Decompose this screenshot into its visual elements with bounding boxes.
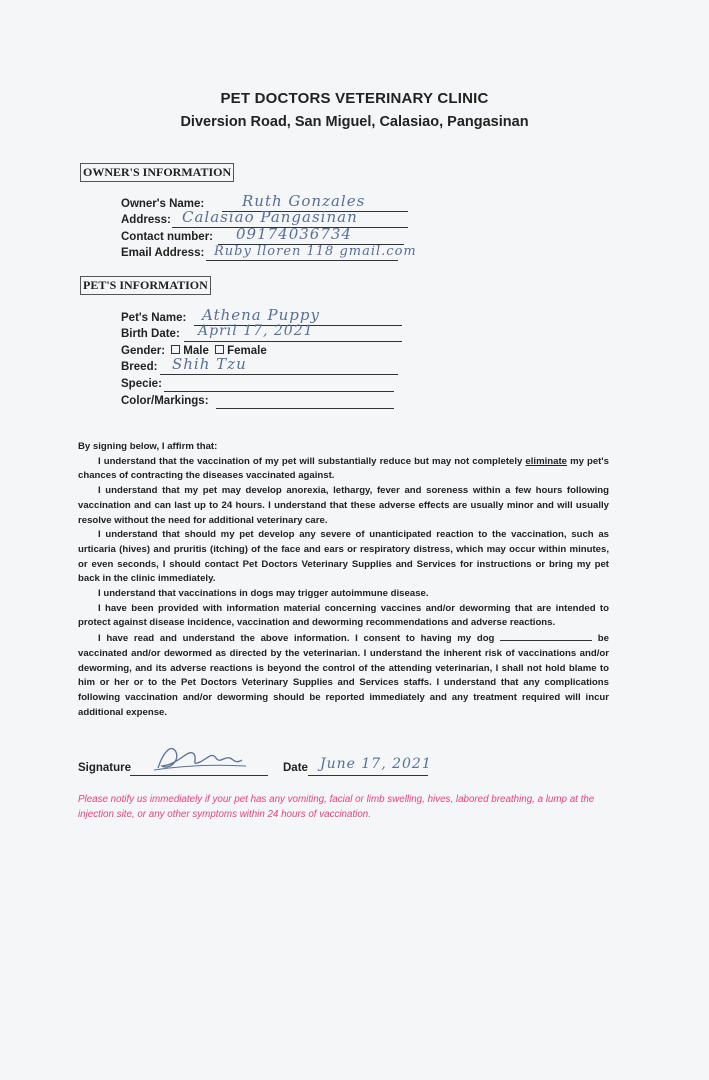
consent-text (78, 440, 609, 720)
owner-name-value: Ruth Gonzales (242, 192, 366, 210)
dog-name-blank[interactable] (500, 631, 592, 641)
address-label: Address: (121, 214, 171, 226)
consent-p6-end: be vaccinated and/or dewormed as directed by the veterinarian. I understand the inherent risk of vaccinations and/or deworming, and its adverse reactions is beyond the control of the attending veterinarian, I shall not hold blame to him or her or to the Pet Doctors Veterinary Supplies and Services staffs. I understand that any complications following vaccination and/or deworming should be reported immediately and any treatment required will incur additional expense. (78, 633, 609, 718)
consent-p1-underlined: eliminate (525, 455, 568, 467)
consent-p6-start: I have read and understand the above information. I consent to having my dog (98, 633, 501, 645)
consent-intro: By signing below, I affirm that: (78, 441, 218, 452)
email-label: Email Address: (121, 247, 205, 259)
specie-label: Specie: (121, 378, 162, 390)
email-value: Ruby lloren 118 gmail.com (214, 244, 417, 259)
date-value: June 17, 2021 (320, 756, 432, 772)
address-value: Calasiao Pangasinan (182, 208, 358, 226)
consent-paragraph-4: I understand that vaccinations in dogs may trigger autoimmune disease. (98, 588, 429, 600)
pet-name-label: Pet's Name: (121, 312, 187, 324)
consent-paragraph-3: I understand that should my pet develop any severe of unanticipated reaction to the vaccination, such as urticaria (hives) and pruritis (itching) of the face and ears or respiratory distress, which may occur within minutes, or even seconds, I should contact Pet Doctors Veterinary Supplies and Services for instructions or bring my pet back in the clinic immediately. (78, 529, 609, 585)
signature-scribble (150, 740, 250, 776)
clinic-address: Diversion Road, San Miguel, Calasiao, Pangasinan (180, 114, 529, 130)
specie-line (164, 377, 394, 392)
pet-section-title: PET'S INFORMATION (80, 276, 211, 295)
consent-p1-start: I understand that the vaccination of my pet will substantially reduce but may not completely (98, 455, 526, 467)
color-markings-label: Color/Markings: (121, 395, 209, 407)
male-checkbox[interactable] (171, 345, 180, 354)
owner-section-title: OWNER'S INFORMATION (80, 163, 234, 182)
consent-paragraph-6 (78, 631, 609, 720)
consent-paragraph-1 (78, 455, 609, 484)
consent-p1-end: my pet's chances of contracting the diseases vaccinated against. (78, 455, 609, 482)
clinic-name: PET DOCTORS VETERINARY CLINIC (220, 90, 489, 107)
color-markings-line (216, 394, 394, 409)
date-label: Date (283, 762, 308, 774)
female-checkbox[interactable] (215, 345, 224, 354)
consent-paragraph-2: I understand that my pet may develop anorexia, lethargy, fever and soreness within a few hours following vaccination and can last up to 24 hours. I understand that these adverse effects are usually minor and will usually resolve without the need for additional veterinary care. (78, 485, 609, 526)
breed-label: Breed: (121, 361, 158, 373)
pet-name-value: Athena Puppy (202, 306, 320, 324)
vaccination-notice: Please notify us immediately if your pet has any vomiting, facial or limb swelling, hives, labored breathing, a lump at the injection site, or any other symptoms within 24 hours of vaccination. (78, 794, 595, 820)
gender-label: Gender: (121, 345, 166, 357)
female-label: Female (227, 345, 267, 357)
signature-label: Signature (78, 762, 132, 774)
owner-name-label: Owner's Name: (121, 198, 205, 210)
contact-value: 09174036734 (236, 225, 352, 243)
male-label: Male (183, 345, 209, 357)
consent-paragraph-5: I have been provided with information material concerning vaccines and/or deworming that are intended to protect against disease incidence, vaccination and deworming recommendations and adverse reactions. (78, 602, 609, 629)
birth-date-value: April 17, 2021 (198, 323, 314, 339)
birth-date-label: Birth Date: (121, 328, 180, 340)
contact-label: Contact number: (121, 231, 213, 243)
breed-value: Shih Tzu (172, 355, 247, 373)
